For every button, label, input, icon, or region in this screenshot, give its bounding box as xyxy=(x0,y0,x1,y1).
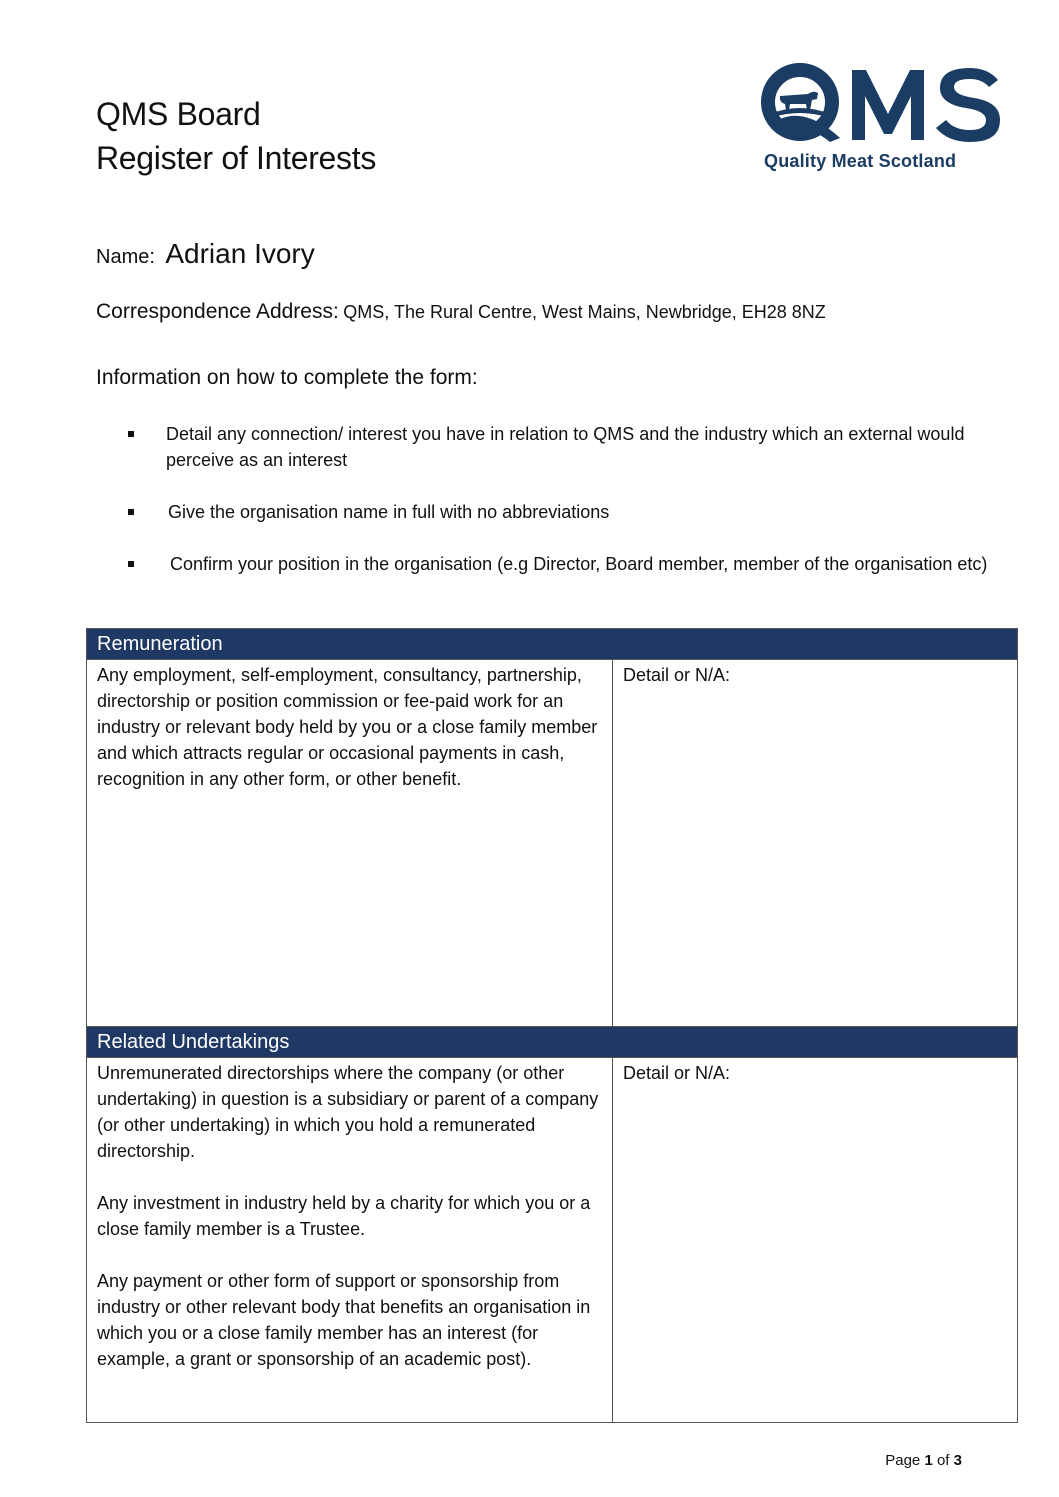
instructions-heading: Information on how to complete the form: xyxy=(96,366,478,389)
document-title-line2: Register of Interests xyxy=(96,140,377,176)
cattle-icon xyxy=(770,92,830,118)
section-header-remuneration: Remuneration xyxy=(87,629,1018,660)
address-row xyxy=(96,300,826,324)
detail-label: Detail or N/A: xyxy=(623,1063,731,1083)
bullet-square-icon xyxy=(128,431,134,437)
name-row xyxy=(96,238,315,270)
name-value: Adrian Ivory xyxy=(165,238,315,269)
logo-subtitle: Quality Meat Scotland xyxy=(764,151,957,171)
section-header-related-undertakings: Related Undertakings xyxy=(87,1027,1018,1058)
detail-field-remuneration[interactable] xyxy=(613,660,1018,1027)
qms-logo-letters xyxy=(760,62,1005,148)
detail-field-related-undertakings[interactable] xyxy=(613,1058,1018,1423)
bullet-square-icon xyxy=(128,561,134,567)
register-table xyxy=(86,628,1018,1423)
name-label: Name: xyxy=(96,246,155,268)
qms-logo xyxy=(760,62,1005,177)
detail-label: Detail or N/A: xyxy=(623,665,731,685)
address-label: Correspondence Address: xyxy=(96,300,339,323)
bullet-square-icon xyxy=(128,509,134,515)
page-number: Page 1 of 3 xyxy=(885,1452,962,1469)
address-value: QMS, The Rural Centre, West Mains, Newbridge, EH28 8NZ xyxy=(343,302,826,322)
question-cell-remuneration: Any employment, self-employment, consultancy, partnership, directorship or position commission or fee-paid work for an industry or relevant body held by you or a close family member and which attracts regular or occasional payments in cash, recognition in any other form, or other benefit. xyxy=(87,660,613,1027)
question-cell-related-undertakings: Unremunerated directorships where the company (or other undertaking) in question is a subsidiary or parent of a company (or other undertaking) in which you hold a remunerated directorship. Any investment in industry held by a charity for which you or a close family member is a Trustee. Any payment or other form of support or sponsorship from industry or other relevant body that benefits an organisation in which you or a close family member has an interest (for example, a grant or sponsorship of an academic post). xyxy=(87,1058,613,1423)
document-title-line1: QMS Board xyxy=(96,96,261,132)
